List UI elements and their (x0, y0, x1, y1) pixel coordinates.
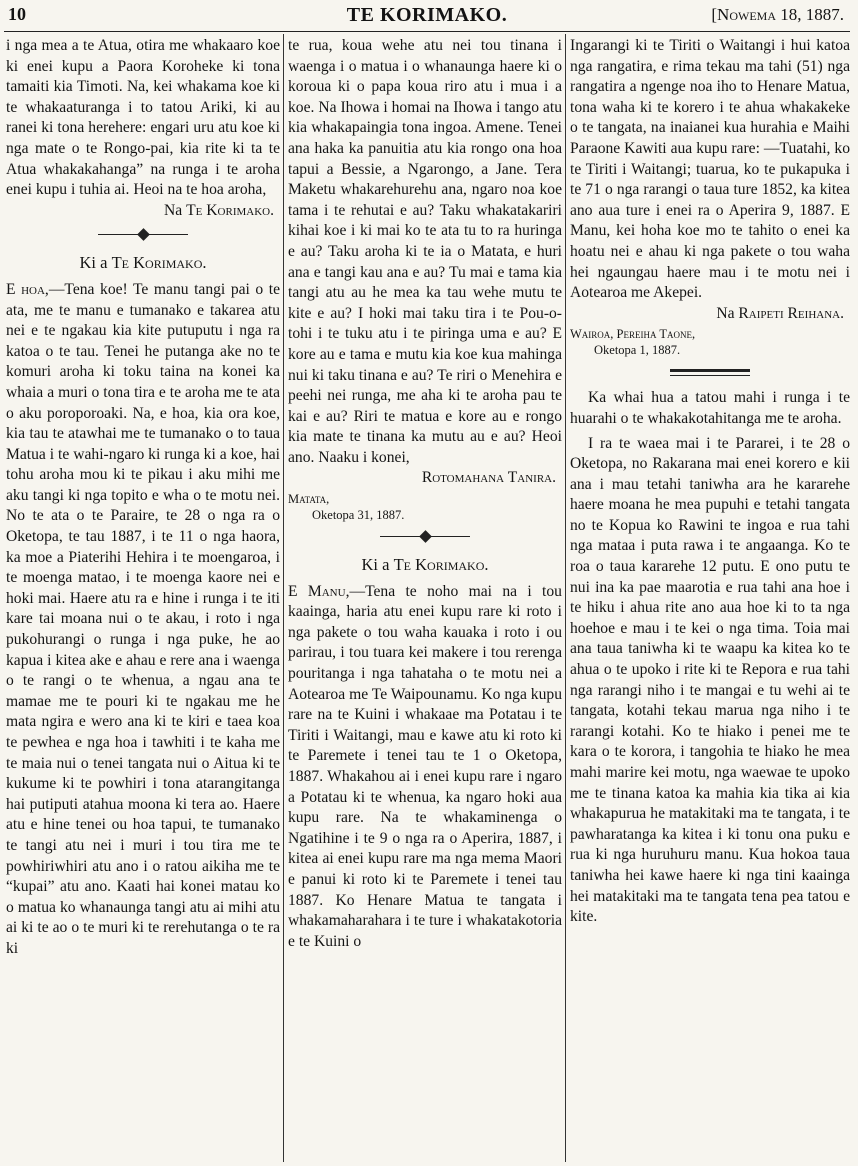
letter-date: Oketopa 1, 1887. (594, 343, 681, 358)
heading-prefix: Ki a (79, 253, 108, 273)
section-ornament (6, 227, 280, 243)
column-2 (288, 36, 562, 1160)
salutation: E Manu, (288, 582, 350, 600)
letter-date: Oketopa 31, 1887. (312, 508, 405, 523)
header-rule (4, 31, 850, 32)
signature-prefix: Na (716, 304, 735, 322)
letter-place: Matata, (288, 492, 330, 507)
letter-heading (288, 555, 562, 576)
column-divider (565, 34, 566, 1162)
letter-place: Wairoa, Pereiha Taone, (570, 327, 696, 342)
article-paragraph: I ra te waea mai i te Pararei, i te 28 o Oketopa, no Rakarana mai enei korero e kii ana i mau tetahi taniwha ara he kararehe haere moana he mea pupuhi e tetahi tangata no te Kopua ko Rawini te ingoa e rua tahi nga mataa i puta rawa i te angaanga. Ko te roa o taua kararehe 12 putu. E ono putu te nui ina ka pae maarotia e rua tahi ana hoe i te hiku i ahua rite ano aua hoe ki to ta nga hoehoe e mau i te kei o nga tima. Toia mai ana taua taniwha ki te waapu ka kitea ko te ahua o te upoko i rite ki te Repora e rua tahi nga rarangi niho i te mangai e tu wehi ai te tangata, kotahi tekau marua nga niho i te rarangi kotahi. Ko te hiako i penei me te kara o te korora, i tangohia te hiako he mea mahi marire kei motu, nga waewae te upoko me te tinana katoa ka mahia kia tika ai kia whakapurua he matakitaki ma te tangata, i te pawharatanga ka kitea i ki tonu ona puku e rua ki nga huruhuru manu. Kua hokoa taua taniwha hei kawe haere ki nga tini kaainga hei matakitaki ma te tangata tena pea tatou e kite. (570, 434, 850, 926)
page-number: 10 (8, 4, 26, 24)
letter-text: te rua, koua wehe atu nei tou tinana i waenga i o matua i o whanaunga haere ki o koroua ki o papa koua riro atu i mua i a koe. Na Ihowa i homai na Ihowa i tango atu kia whakapaingia tona ingoa. Amene. Tenei ana haka ka panuitia atu kia rongo ona hoa tapui a Bessie, a Ngarongo, a Jane. Tera Maketu whakarehurehu ana, ngaro noa koe tama i te rehutai e au? Taku whakatakariri kihai koe i ki mai ko te ata tu to ra huringa e au? Taku aroha ki te ia o Matata, e huri ana e tangi kau ana e au? Tu mai e tama kia tangi atu au he mea ka tau wehe mutu te kite e au? I hoki mai taku tira i te Pou-o-tohi i te tuku atu i te piringa uma e au? E kore au e tama e mutu kia koe kua mahinga nui ki taku tinana e au? Te riri o Menehira e peehi nei runga, me aha ki te aroha pau te kai e au? Riri te matua e kore au e rongo kia mate te tinana ka mutu au e au? Heoi ano. Naaku i konei, (288, 37, 562, 466)
signature-name: Raipeti Reihana. (738, 304, 844, 322)
letter-body: —Tena koe! Te manu tangi pai o te ata, me te manu e tumanako e takarea atu nei e te ngakau kia kite putuputu i nga ra katoa o te tau. Tenei he putanga ake no te komuri aroha ki toku taina na konei ka whaia a muri o tona tira e te aroha me te ata o aku poroporoaki. Na, e hoa, kia ora koe, kia tau te atawhai me te tumanako o to taua Matua i te wahi-ngaro ki runga ki a koe, hai tohu aroha mou ki te pikau i aku mihi me aku tangi ki nga topito e wha o te motu nei. No te ata o te Paraire, te 28 o nga ra o Oketopa, te tau 1887, i te 11 o nga haora, ka moe a Piaterihi Hehira i te moengaroa, i te moenga matao, i te moenga kaore nei e hoki mai. Haere atu ra e hine i runga i te iti kare tai moana nui o te akau, i roto i nga pukohurangi o runga i nga puke, he ao kapua i kitea ake e ahau e rere ana i waenga o te rangi o te whenua, a ngau ana te mamae me te pouri ki te ngakau me he mata ngira e wero ana ki te kiri e taea koa te pewhea e nga hoa i tawhiti i te kaha me te maia nui o tenei tangata nui o Aitua ki te kukume ki te powhiri i tona atarangitanga hai putiputi atahua moona ki tera ao. Haere atu e hine tenei ou hoa tapui, te tumanako te tangi atu nei i muri i tou tira me te powhiriwhiri atu ano i o ratou aikiha me te “kupai” atu ano. Kaati hai konei matau ko o matua ko whanaunga tangi atu ai mihi atu ai ki te ao o te muri ki te rerehutanga o te ra ki (6, 280, 280, 957)
letter-text (288, 582, 562, 953)
column-divider (283, 34, 284, 1162)
letter-heading (6, 253, 280, 274)
letter-signature (570, 304, 850, 325)
signature-name: Te Korimako. (186, 201, 274, 219)
heading-name: Te Korimako. (111, 253, 207, 273)
masthead-title: TE KORIMAKO. (346, 4, 508, 26)
letter-signature: Rotomahana Tanira. (421, 469, 556, 487)
page-header (6, 4, 848, 30)
letter-signature (6, 201, 280, 222)
issue-date: [Nowema 18, 1887. (711, 5, 844, 24)
heading-prefix: Ki a (361, 555, 390, 575)
letter-text: i nga mea a te Atua, otira me whakaaro koe ki enei kupu a Paora Koroheke ki tona tamaiti kia Timoti. Na, kei whakama koe ki te whakaaturanga i to tatou Ariki, ki au ranei ki tona herehere: engari uru atu koe ki nga mate o te Rongo-pai, kia rite ki ta te Atua whakakahanga” na runga i te aroha enei kupu i tuhia ai. Heoi na te hoa aroha, (6, 37, 280, 199)
section-ornament (288, 529, 562, 545)
signature-prefix: Na (164, 201, 183, 219)
article-paragraph: Ka whai hua a tatou mahi i runga i te huarahi o te whakakotahitanga me te aroha. (570, 389, 850, 427)
column-1 (6, 36, 280, 1160)
letter-text (6, 280, 280, 960)
column-3 (570, 36, 850, 1160)
salutation: E hoa, (6, 280, 49, 298)
heading-name: Te Korimako. (393, 555, 489, 575)
letter-body: —Tena te noho mai na i tou kaainga, haria atu enei kupu rare ki roto i nga pakete o tou waha kauaka i roto i ou parirau, i tou tuara kei makere i tou rerenga pouritanga i nga tahataha o te motu nei a Aotearoa me Te Waipounamu. Ko nga kupu rare na te Kuini i whakaae ma Potatau i te Tiriti i Waitangi, mau e kawe atu ki roto ki te Paremete i tenei tau te 1 o Oketopa, 1887. Whakahou ai i enei kupu rare i ngaro a Potatau ki te whenua, ka ngaro hoki aua kupu rare. Na te whakaminenga o Ngatihine i te 9 o nga ra o Aperira, 1887, i kitea ai enei kupu rare ma nga mema Maori e panui ki roto ki te Paremete i tenei tau 1887. Ko Henare Matua te tangata i whakamaharahara i te ture i whakatakotoria e te Kuini o (288, 582, 562, 950)
section-rule (570, 366, 850, 380)
letter-text: Ingarangi ki te Tiriti o Waitangi i hui katoa nga rangatira, e rima tekau ma tahi (51) nga rangatira a ngenge noa iho to Henare Matua, tona waha ki te korero i te ahua whakakeke o te tangata, na inaianei kua hurahia e Maihi Paraone Kawiti aua kupu rare: —Tuatahi, ko te Tiriti i Waitangi; tuarua, ko te pukapuka i te 71 o nga rarangi o taua ture 1852, ka kitea ano aua ture i enei ra o Aperira 9, 1887. E Manu, kei hoha koe mo te tahito o enei ka hoatu nei e ahau ki nga pakete o tou waha hei ngaungau haere mau i te motu nei i Aotearoa me Akepei. (570, 37, 850, 302)
